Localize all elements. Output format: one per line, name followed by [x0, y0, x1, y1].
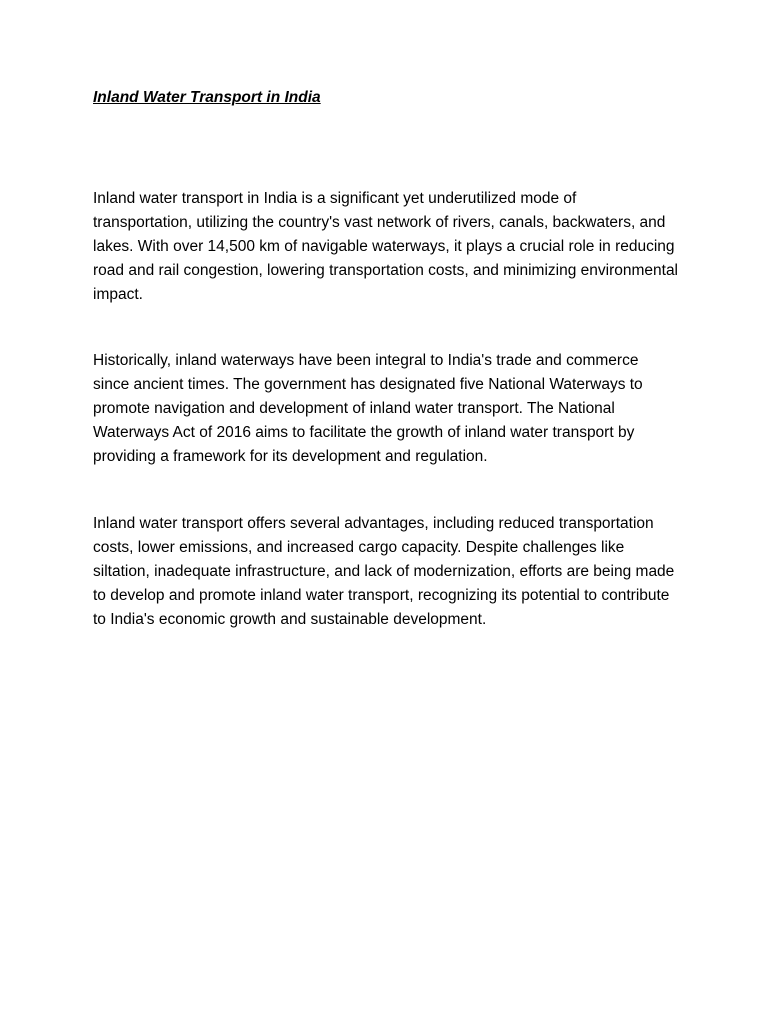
paragraph-history: Historically, inland waterways have been integral to India's trade and commerce since ancient times. The government has designated five National Waterways to promote navigation and development of inland water transport. The National Waterways Act of 2016 aims to facilitate the growth of inland water transport by providing a framework for its development and regulation.	[93, 352, 643, 465]
paragraph-advantages: Inland water transport offers several advantages, including reduced transportation costs, lower emissions, and increased cargo capacity. Despite challenges like siltation, inadequate infrastructure, and lack of modernization, efforts are being made to develop and promote inland water transport, recognizing its potential to contribute to India's economic growth and sustainable development.	[93, 515, 675, 628]
paragraph-overview: Inland water transport in India is a significant yet underutilized mode of transportation, utilizing the country's vast network of rivers, canals, backwaters, and lakes. With over 14,500 km of navigable waterways, it plays a crucial role in reducing road and rail congestion, lowering transportation costs, and minimizing environmental impact.	[93, 190, 679, 303]
document-title: Inland Water Transport in India	[93, 89, 321, 106]
